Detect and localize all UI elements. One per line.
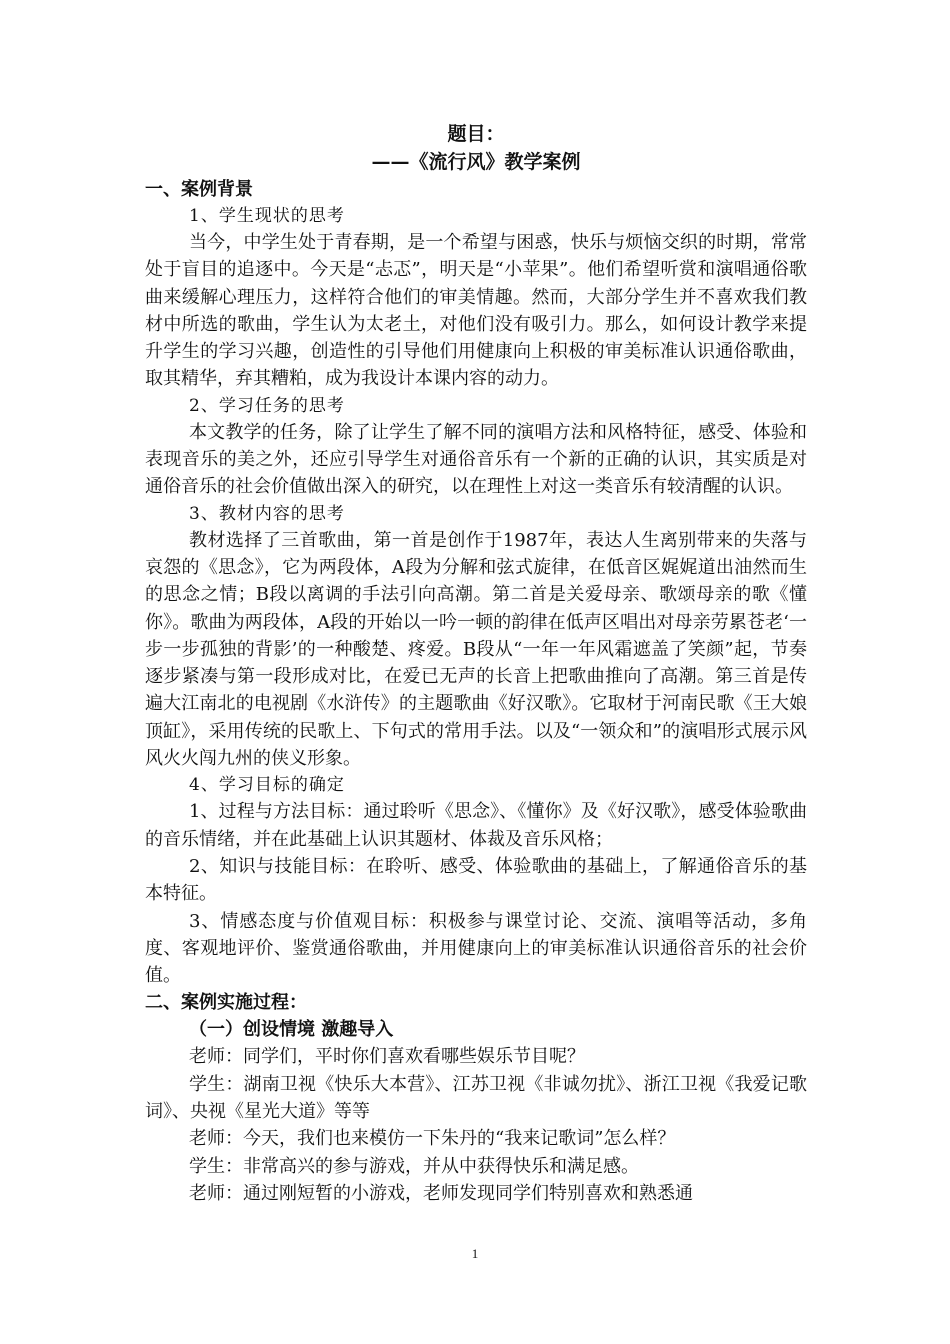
paragraph-learning-task: 本文教学的任务，除了让学生了解不同的演唱方法和风格特征，感受、体验和表现音乐的美之外，还应引导学生对通俗音乐有一个新的正确的认识，其实质是对通俗音乐的社会价值做出深入的研究，以在理性上对这一类音乐有较清醒的认识。 (145, 421, 807, 498)
subheading-introduction: （一）创设情境 激趣导入 (189, 1019, 394, 1041)
page-number: 1 (471, 1246, 479, 1261)
dialogue-teacher-3: 老师：通过刚短暂的小游戏，老师发现同学们特别喜欢和熟悉通 (189, 1182, 693, 1204)
document-title: ——《流行风》教学案例 (371, 151, 581, 173)
section-heading-implementation: 二、案例实施过程： (145, 992, 307, 1014)
paragraph-material-content: 教材选择了三首歌曲，第一首是创作于1987年，表达人生离别带来的失落与哀怨的《思念》，它为两段体，A段为分解和弦式旋律，在低音区娓娓道出油然而生的思念之情；B段以离调的手法引向高潮。第二首是关爱母亲、歌颂母亲的歌《懂你》。歌曲为两段体，A段的开始以一吟一顿的韵律在低声区唱出对母亲劳累苍老‘一步一步孤独的背影’的一种酸楚、疼爱。B段从“一年一年风霜遮盖了笑颜”起，节奏逐步紧凑与第一段形成对比，在爱已无声的长音上把歌曲推向了高潮。第三首是传遍大江南北的电视剧《水浒传》的主题歌曲《好汉歌》。它取材于河南民歌《王大娘顶缸》，采用传统的民歌上、下句式的常用手法。以及“一领众和”的演唱形式展示风风火火闯九州的侠义形象。 (145, 529, 807, 770)
subheading-learning-goals: 4、学习目标的确定 (189, 775, 345, 796)
paragraph-student-status: 当今，中学生处于青春期，是一个希望与困惑，快乐与烦恼交织的时期，常常处于盲目的追逐中。今天是“忐忑”，明天是“小苹果”。他们希望听赏和演唱通俗歌曲来缓解心理压力，这样符合他们的审美情趣。然而，大部分学生并不喜欢我们教材中所选的歌曲，学生认为太老土，对他们没有吸引力。那么，如何设计教学来提升学生的学习兴趣，创造性的引导他们用健康向上积极的审美标准认识通俗歌曲，取其精华，弃其糟粕，成为我设计本课内容的动力。 (145, 232, 807, 390)
paragraph-goal-knowledge: 2、知识与技能目标：在聆听、感受、体验歌曲的基础上，了解通俗音乐的基本特征。 (145, 855, 807, 905)
dialogue-teacher-2: 老师：今天，我们也来模仿一下朱丹的“我来记歌词”怎么样？ (189, 1128, 676, 1150)
document-body (145, 120, 807, 1207)
section-heading-background: 一、案例背景 (145, 179, 253, 200)
subheading-student-status: 1、学生现状的思考 (189, 206, 345, 226)
paragraph-goal-emotion: 3、情感态度与价值观目标：积极参与课堂讨论、交流、演唱等活动，多角度、客观地评价、鉴赏通俗歌曲，并用健康向上的审美标准认识通俗音乐的社会价值。 (145, 910, 807, 987)
dialogue-student-1: 学生：湖南卫视《快乐大本营》、江苏卫视《非诚勿扰》、浙江卫视《我爱记歌词》、央视《星光大道》等等 (145, 1073, 807, 1123)
subheading-material-content: 3、教材内容的思考 (189, 503, 345, 524)
subheading-learning-task: 2、学习任务的思考 (189, 395, 345, 416)
dialogue-student-2: 学生：非常高兴的参与游戏，并从中获得快乐和满足感。 (189, 1155, 639, 1177)
paragraph-goal-process: 1、过程与方法目标：通过聆听《思念》、《懂你》及《好汉歌》，感受体验歌曲的音乐情绪，并在此基础上认识其题材、体裁及音乐风格； (145, 801, 807, 850)
title-label: 题目： (447, 123, 505, 145)
dialogue-teacher-1: 老师：同学们，平时你们喜欢看哪些娱乐节目呢？ (189, 1046, 585, 1068)
